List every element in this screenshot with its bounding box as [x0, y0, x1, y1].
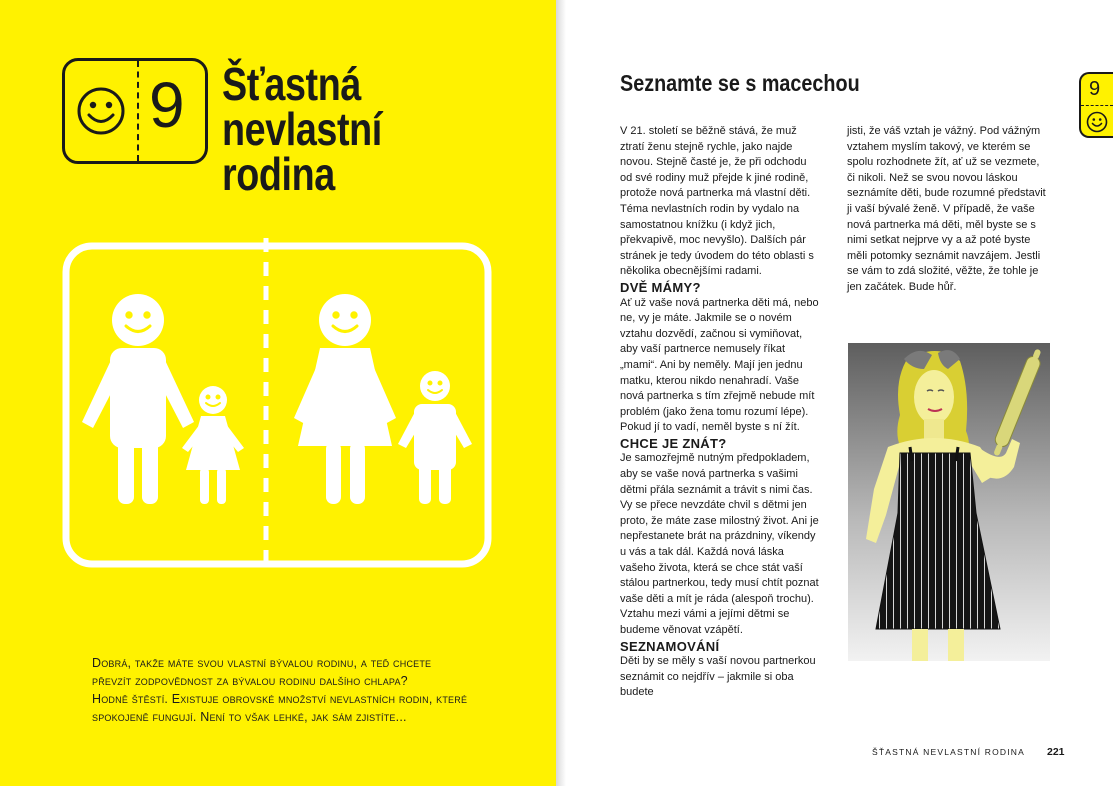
chapter-title [222, 58, 382, 200]
son-figure [398, 371, 472, 504]
lead-paragraph: V 21. století se běžně stává, že muž ztratí ženu stejně rychle, jako najde novou. Stejně časté je, že při odchodu od své rodiny muž přejde k jiné rodině, protože nová partnerka má vlastní děti. Téma nevlastních rodin by vydalo na samostatnou knížku (i když jich, překvapivě, moc nevyšlo). Dalších pár stránek je tedy úvodem do této oblasti s několika obecnějšími radami. [620, 125, 814, 278]
smiley-icon [71, 81, 131, 141]
father-figure [82, 294, 194, 504]
left-page [0, 0, 556, 786]
section-heading-chce-je-znat: CHCE JE ZNÁT? [620, 435, 727, 451]
family-pictogram [62, 236, 492, 568]
daughter-figure [182, 386, 244, 504]
section-heading-seznamovani: SEZNAMOVÁNÍ [620, 638, 720, 654]
section-text-dve-mamy: Ať už vaše nová partnerka děti má, nebo ne, vy je máte. Jakmile se o novém vztahu dozvědí, začnou si vymiňovat, aby vaší partnerce nemusely říkat „mami“. Ani by neměly. Mají jen jednu matku, kterou nikdo nenahradí. Vaše nová partnerka s tím zřejmě nebude mít problém (jako žena tomu rozumí lépe). Pokud jí to vadí, neměl byste s ní žít. [620, 296, 819, 434]
column-2-paragraph: jisti, že váš vztah je vážný. Pod vážným vztahem myslím takový, ve kterém se spolu rozhodnete žít, ať už se vezmete, či nikoli. Než se svou novou láskou seznámíte děti, bude rozumné představit ji vaší bývalé ženě. V případě, že vaše nová partnerka má děti, měl byste se s nimi setkat nejprve vy a až poté byste měli potomky seznámit navzájem. Jestli se vám to zdá složité, věžte, že tohle je jen začátek. Bude hůř. [847, 125, 1046, 293]
smiley-icon [1085, 110, 1109, 134]
page-gutter [556, 0, 566, 786]
chapter-title-line-3: rodina [222, 148, 335, 200]
badge-divider [137, 61, 139, 161]
mother-figure [294, 294, 396, 504]
chapter-intro [92, 654, 472, 726]
running-head: ŠŤASTNÁ NEVLASTNÍ RODINA [872, 747, 1026, 757]
side-tab-number: 9 [1089, 78, 1101, 100]
chapter-title-line-2: nevlastní [222, 103, 382, 155]
text-column-2 [847, 124, 1047, 296]
text-column-1 [620, 124, 820, 701]
chapter-side-tab [1079, 72, 1113, 138]
intro-paragraph-2: Hodně štěstí. Existuje obrovské množství nevlastních rodin, které spokojeně fungují. Není to však lehké, jak sám zjistíte... [92, 692, 468, 724]
section-text-chce-je-znat: Je samozřejmě nutným předpokladem, aby se vaše nová partnerka s vašimi dětmi přála seznámit a trávit s nimi čas. Vy se přece nevzdáte chvil s dětmi jen proto, že máte zase milostný život. Ani je nepřestanete brát na prázdniny, víkendy u vás a tak dál. Každá nová láska vašeho života, která se chce stát vaší stálou partnerkou, tedy musí chtít poznat vaše děti a mít je ráda (alespoň trochu). Vztahu mezi vámi a jejími dětmi se budeme věnovat vzápětí. [620, 452, 819, 636]
intro-paragraph-1: Dobrá, takže máte svou vlastní bývalou rodinu, a teď chcete převzít zodpovědnost za bývalou rodinu dalšího chlapa? [92, 656, 432, 688]
article-title: Seznamte se s macechou [620, 70, 860, 96]
side-tab-divider [1081, 105, 1113, 106]
chapter-title-line-1: Šťastná [222, 58, 361, 110]
section-text-seznamovani: Děti by se měly s vaší novou partnerkou seznámit co nejdřív – jakmile si oba budete [620, 655, 816, 699]
page-number: 221 [1047, 746, 1065, 758]
chapter-number: 9 [149, 69, 185, 141]
section-heading-dve-mamy: DVĚ MÁMY? [620, 279, 701, 295]
chapter-badge [62, 58, 208, 164]
stepmother-illustration [848, 343, 1050, 661]
